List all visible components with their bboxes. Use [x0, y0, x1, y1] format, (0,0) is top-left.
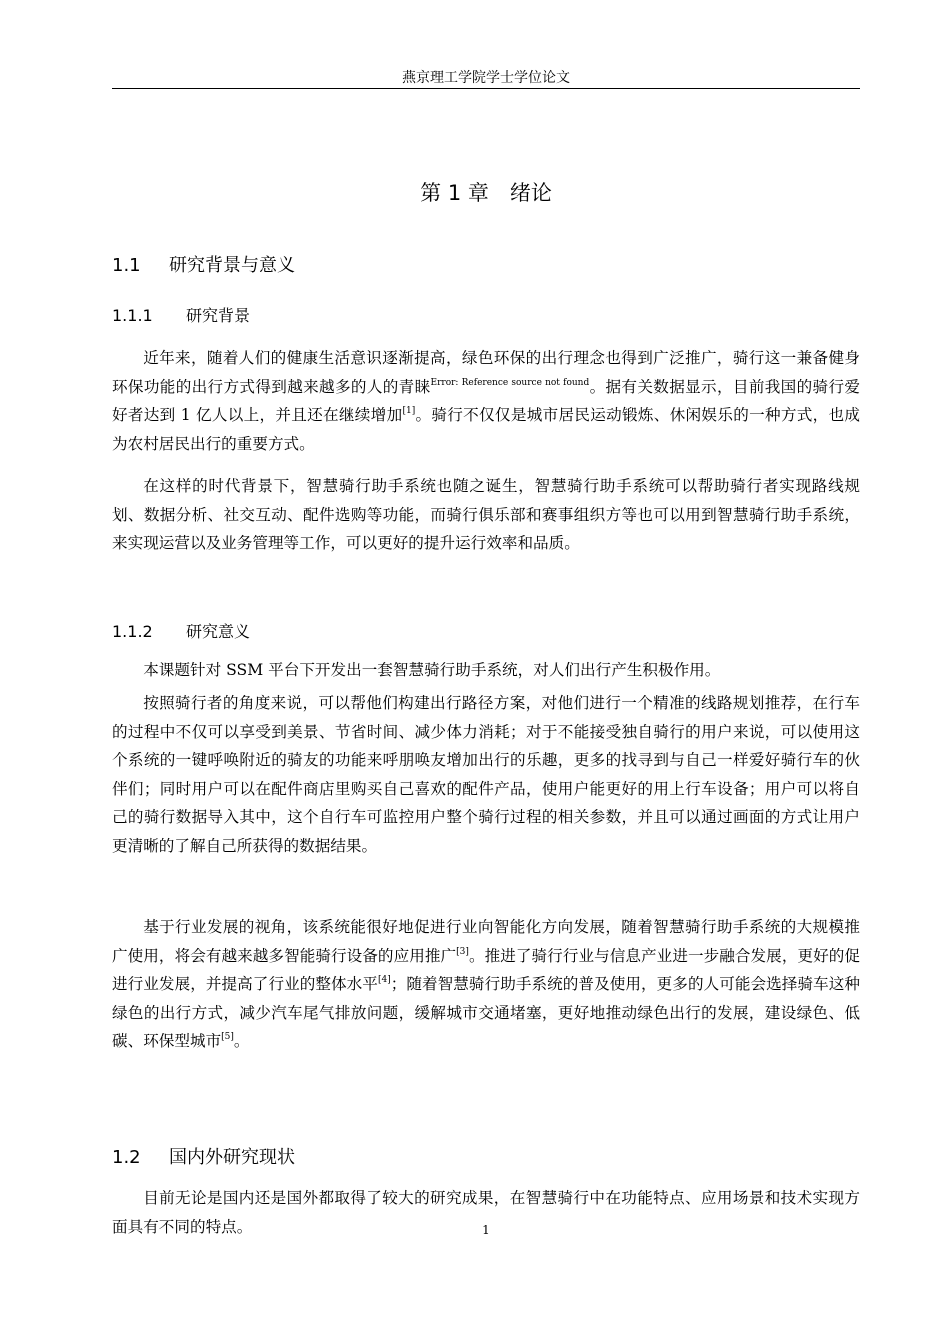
text-run: 。据有关数据显示，目前我国的骑行爱好者达到 1 亿人以上，并且还在继续增加 — [112, 377, 860, 424]
section-title: 国内外研究现状 — [169, 1147, 295, 1168]
paragraph-significance-1: 本课题针对 SSM 平台下开发出一套智慧骑行助手系统，对人们出行产生积极作用。 — [143, 661, 721, 679]
citation-1: [1] — [402, 406, 416, 416]
paragraph-significance-3 — [112, 913, 860, 1056]
text-run: 。骑行不仅仅是城市居民运动锻炼、休闲娱乐的一种方式，也成为农村居民出行的重要方式。 — [112, 406, 860, 453]
running-header: 燕京理工学院学士学位论文 — [402, 70, 570, 86]
citation-3: [3] — [456, 946, 469, 957]
paragraph-background-1 — [112, 344, 860, 458]
text-run: 。推进了骑行行业与信息产业进一步融合发展，更好的促进行业发展，并提高了行业的整体水平 — [112, 946, 860, 993]
paragraph-significance-2: 按照骑行者的角度来说，可以帮他们构建出行路径方案，对他们进行一个精准的线路规划推荐，在行车的过程中不仅可以享受到美景、节省时间、减少体力消耗；对于不能接受独自骑行的用户来说，可以使用这个系统的一键呼唤附近的骑友的功能来呼朋唤友增加出行的乐趣，更多的找寻到与自己一样爱好骑行车的伙伴们；同时用户可以在配件商店里购买自己喜欢的配件产品，使用户能更好的用上行车设备；用户可以将自己的骑行数据导入其中，这个自行车可监控用户整个骑行过程的相关参数，并且可以通过画面的方式让用户更清晰的了解自己所获得的数据结果。 — [112, 694, 860, 855]
section-heading-1-2 — [112, 1144, 295, 1172]
chapter-title: 第 1 章 绪论 — [420, 181, 552, 205]
page-number: 1 — [482, 1223, 490, 1237]
paragraph-research-status: 目前无论是国内还是国外都取得了较大的研究成果，在智慧骑行中在功能特点、应用场景和技术实现方面具有不同的特点。 — [112, 1189, 860, 1236]
section-heading-1-1 — [112, 252, 295, 280]
text-run: 。 — [233, 1032, 250, 1050]
text-run: 基于行业发展的视角，该系统能很好地促进行业向智能化方向发展，随着智慧骑行助手系统的大规模推广使用，将会有越来越多智能骑行设备的应用推广 — [112, 918, 860, 965]
section-title: 研究意义 — [186, 622, 251, 641]
citation-5: [5] — [221, 1032, 234, 1042]
section-heading-1-1-1 — [112, 304, 250, 328]
section-heading-1-1-2 — [112, 620, 250, 644]
text-run: 近年来，随着人们的健康生活意识逐渐提高，绿色环保的出行理念也得到广泛推广，骑行这一兼备健身环保功能的出行方式得到越来越多的人的青睐 — [112, 349, 860, 396]
citation-4: [4] — [377, 975, 391, 985]
reference-error: Error: Reference source not found — [430, 377, 590, 388]
section-number: 1.2 — [112, 1147, 141, 1168]
section-title: 研究背景与意义 — [169, 255, 295, 276]
paragraph-background-2: 在这样的时代背景下，智慧骑行助手系统也随之诞生，智慧骑行助手系统可以帮助骑行者实现路线规划、数据分析、社交互动、配件选购等功能，而骑行俱乐部和赛事组织方等也可以用到智慧骑行助手系统，来实现运营以及业务管理等工作，可以更好的提升运行效率和品质。 — [112, 477, 860, 552]
text-run: ；随着智慧骑行助手系统的普及使用，更多的人可能会选择骑车这种绿色的出行方式，减少汽车尾气排放问题，缓解城市交通堵塞，更好地推动绿色出行的发展，建设绿色、低碳、环保型城市 — [112, 975, 860, 1050]
section-number: 1.1.1 — [112, 306, 153, 325]
section-number: 1.1 — [112, 255, 141, 276]
section-title: 研究背景 — [186, 306, 251, 325]
section-number: 1.1.2 — [112, 622, 153, 641]
header-rule — [112, 88, 860, 89]
